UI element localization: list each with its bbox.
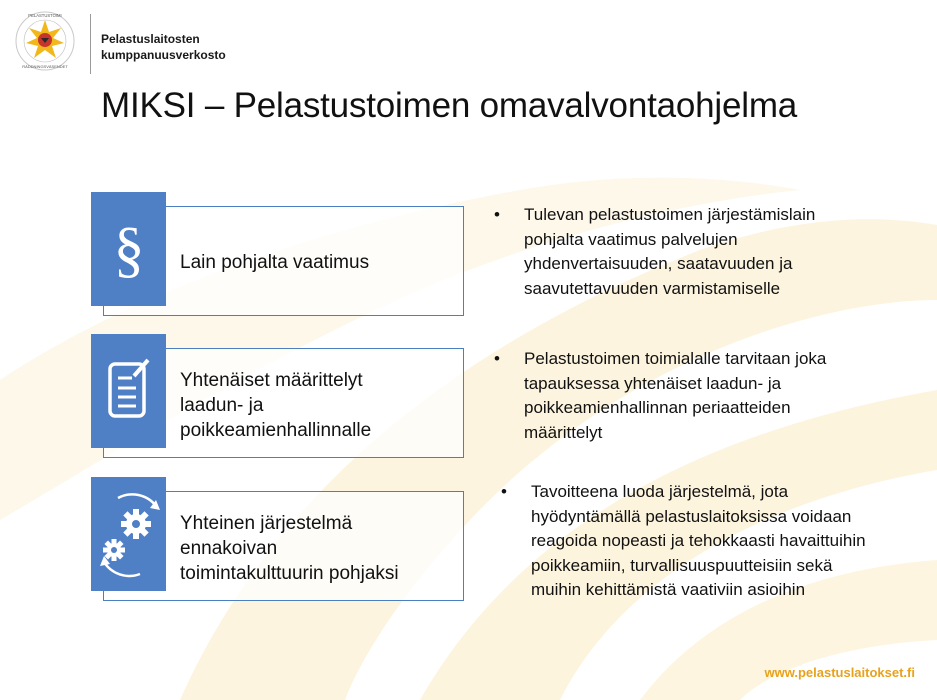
bullet-text (531, 480, 866, 603)
bullet-shared-system (501, 480, 866, 603)
card-label-line: Lain pohjalta vaatimus (180, 252, 370, 273)
card-label-line: ennakoivan (180, 538, 278, 559)
card-unified-definitions (91, 334, 466, 464)
slide-title: MIKSI – Pelastustoimen omavalvontaohjelma (101, 86, 798, 125)
svg-text:§: § (113, 216, 144, 284)
website-link[interactable]: www.pelastuslaitokset.fi (764, 665, 915, 680)
card-label (180, 368, 371, 443)
bullet-dot: • (494, 205, 500, 224)
card-legal-requirement (91, 192, 466, 322)
bullet-unified-definitions (494, 347, 826, 445)
card-label-line: poikkeamienhallinnalle (180, 420, 372, 441)
bullet-line: poikkeamienhallinnan periaatteiden (524, 398, 791, 417)
org-name-line-1: Pelastuslaitosten (101, 32, 200, 46)
card-label-line: Yhteinen järjestelmä (180, 513, 353, 534)
bullet-text (524, 347, 826, 445)
card-label-line: laadun- ja (180, 395, 264, 416)
bullet-dot: • (494, 349, 500, 368)
bullet-line: tapauksessa yhtenäiset laadun- ja (524, 373, 782, 393)
pelastustoimi-logo (14, 10, 76, 72)
card-icon-block (91, 334, 166, 448)
bullet-line: Pelastustoimen toimialalle tarvitaan joka (524, 349, 827, 368)
bullet-line: poikkeamiin, turvallisuuspuutteisiin sekä (531, 555, 833, 575)
bullet-line: muihin kehittämistä vaativiin asioihin (531, 580, 806, 599)
document-checklist-icon (104, 356, 154, 426)
card-icon-block (91, 192, 166, 306)
card-icon-block (91, 477, 166, 591)
bullet-line: hyödyntämällä pelastuslaitoksissa voidaan (531, 506, 852, 526)
card-label (180, 250, 369, 275)
bullet-line: Tavoitteena luoda järjestelmä, jota (531, 482, 789, 501)
bullet-line: Tulevan pelastustoimen järjestämislain (524, 205, 816, 224)
card-shared-system (91, 477, 466, 607)
paragraph-icon (109, 214, 149, 284)
logo-divider (90, 14, 91, 74)
bullet-line: pohjalta vaatimus palvelujen (524, 229, 738, 249)
organization-name (101, 31, 226, 63)
org-name-line-2: kumppanuusverkosto (101, 48, 226, 62)
bullet-legal-requirement (494, 203, 815, 301)
bullet-line: saavutettavuuden varmistamiselle (524, 278, 781, 298)
gears-cycle-icon (96, 486, 162, 582)
bullet-text (524, 203, 815, 301)
svg-text:PELASTUSTOIMI: PELASTUSTOIMI (28, 13, 62, 18)
card-label-line: toimintakulttuurin pohjaksi (180, 563, 399, 584)
bullet-line: reagoida nopeasti ja tehokkaasti havaittuihin (531, 531, 866, 550)
card-label-line: Yhtenäiset määrittelyt (180, 370, 363, 391)
card-label (180, 511, 399, 586)
bullet-line: yhdenvertaisuuden, saatavuuden ja (524, 254, 793, 273)
svg-text:RÄDDNINGSVÄSENDET: RÄDDNINGSVÄSENDET (22, 64, 68, 69)
bullet-dot: • (501, 482, 507, 501)
bullet-line: määrittelyt (524, 422, 603, 442)
